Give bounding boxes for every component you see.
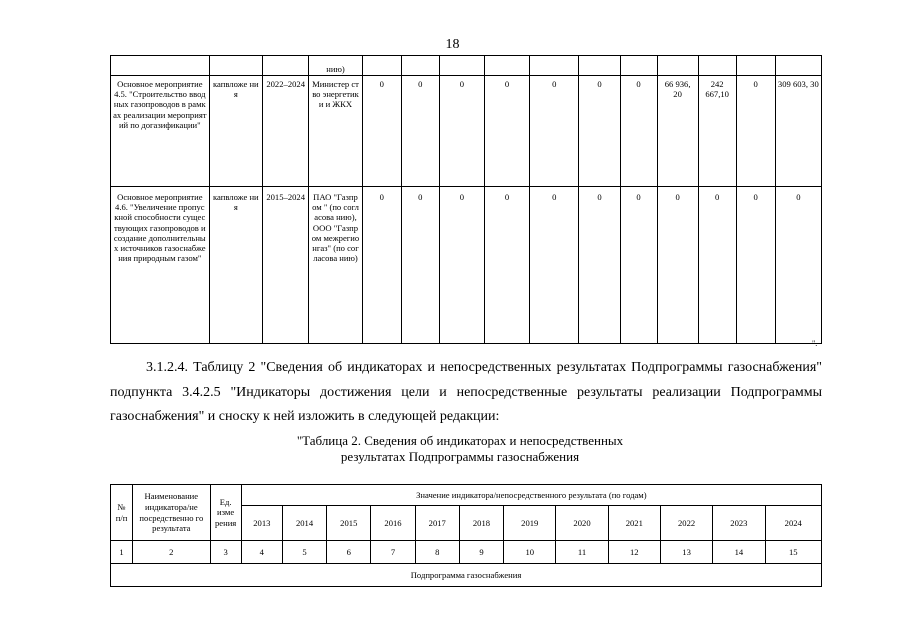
column-number: 4 xyxy=(241,541,282,564)
year-header: 2020 xyxy=(556,506,608,541)
year-header: 2019 xyxy=(504,506,556,541)
table-cell: капвложе ния xyxy=(209,76,262,187)
column-number: 14 xyxy=(713,541,765,564)
column-number: 10 xyxy=(504,541,556,564)
table-cell: 0 xyxy=(579,187,620,344)
table-cell: 0 xyxy=(484,187,529,344)
column-number: 6 xyxy=(327,541,371,564)
table-cell: ПАО "Газпром " (по согласова нию), ООО "Газпром межрегио нгаз" (по согласова нию) xyxy=(309,187,362,344)
table-cell xyxy=(775,56,821,76)
activities-table xyxy=(110,55,822,344)
table-cell xyxy=(401,56,439,76)
table-cell: 0 xyxy=(439,76,484,187)
col-unit-header: Ед. изме рения xyxy=(210,485,241,541)
column-number: 9 xyxy=(459,541,503,564)
table-cell: Основное мероприятие 4.6. "Увеличение пропускной способности существующих газопроводов и создание дополнительных источников газоснабжения природным газом" xyxy=(111,187,210,344)
table-cell: 2022–2024 xyxy=(263,76,309,187)
table-cell: 0 xyxy=(362,76,401,187)
table2-caption-line2: результатах Подпрограммы газоснабжения xyxy=(340,449,580,464)
table-cell: 0 xyxy=(698,187,736,344)
table-cell: Министер ство энергетик и и ЖКХ xyxy=(309,76,362,187)
table-cell xyxy=(579,56,620,76)
table-cell: 0 xyxy=(620,187,657,344)
column-number: 13 xyxy=(660,541,712,564)
table-cell: 0 xyxy=(736,76,775,187)
section-title-row: Подпрограмма газоснабжения xyxy=(111,564,822,587)
table-cell xyxy=(736,56,775,76)
table-cell: нию) xyxy=(309,56,362,76)
year-header: 2021 xyxy=(608,506,660,541)
table-cell xyxy=(620,56,657,76)
table2-caption xyxy=(200,433,720,465)
closing-quote-mark: ". xyxy=(812,339,818,348)
year-header: 2017 xyxy=(415,506,459,541)
column-number: 1 xyxy=(111,541,133,564)
year-header: 2018 xyxy=(459,506,503,541)
table-row xyxy=(111,56,822,76)
table-row xyxy=(111,76,822,187)
table-cell: 0 xyxy=(530,76,579,187)
column-number: 2 xyxy=(133,541,210,564)
table2-caption-line1: "Таблица 2. Сведения об индикаторах и непосредственных xyxy=(296,433,624,448)
table-cell: 0 xyxy=(439,187,484,344)
table-cell: 0 xyxy=(401,76,439,187)
column-number: 11 xyxy=(556,541,608,564)
table-cell xyxy=(698,56,736,76)
col-values-header: Значение индикатора/непосредственного результата (по годам) xyxy=(241,485,821,506)
year-header: 2024 xyxy=(765,506,822,541)
table-cell xyxy=(484,56,529,76)
table-cell: 2015–2024 xyxy=(263,187,309,344)
amendment-paragraph: 3.1.2.4. Таблицу 2 "Сведения об индикаторах и непосредственных результатах Подпрограммы газоснабжения" подпункта 3.4.2.5 "Индикаторы достижения цели и непосредственные результаты реализации Подпрограммы газоснабжения" и сноску к ней изложить в следующей редакции: xyxy=(110,360,822,424)
table-cell: 309 603, 30 xyxy=(775,76,821,187)
table-cell: 0 xyxy=(620,76,657,187)
table-cell: 0 xyxy=(579,76,620,187)
table-cell: 0 xyxy=(736,187,775,344)
table-cell xyxy=(530,56,579,76)
year-header: 2023 xyxy=(713,506,765,541)
column-number: 12 xyxy=(608,541,660,564)
year-header: 2016 xyxy=(371,506,415,541)
page-number: 18 xyxy=(445,37,460,52)
column-number: 7 xyxy=(371,541,415,564)
table-cell xyxy=(111,56,210,76)
table-cell: 0 xyxy=(775,187,821,344)
table-cell: 0 xyxy=(530,187,579,344)
indicators-table xyxy=(110,484,822,587)
table-cell: Основное мероприятие 4.5. "Строительство вводных газопроводов в рамках реализации мероприятий по догазификации" xyxy=(111,76,210,187)
column-number: 5 xyxy=(282,541,326,564)
table-cell xyxy=(362,56,401,76)
col-name-header: Наименование индикатора/не посредственно го результата xyxy=(133,485,210,541)
table-cell xyxy=(439,56,484,76)
column-number: 15 xyxy=(765,541,822,564)
table-cell xyxy=(657,56,698,76)
table-cell: 242 667,10 xyxy=(698,76,736,187)
table-cell: 0 xyxy=(657,187,698,344)
table-row xyxy=(111,187,822,344)
table-cell: 0 xyxy=(484,76,529,187)
table-cell xyxy=(209,56,262,76)
table-cell: 66 936, 20 xyxy=(657,76,698,187)
table-cell: 0 xyxy=(401,187,439,344)
column-number: 3 xyxy=(210,541,241,564)
year-header: 2014 xyxy=(282,506,326,541)
year-header: 2015 xyxy=(327,506,371,541)
year-header: 2013 xyxy=(241,506,282,541)
column-number: 8 xyxy=(415,541,459,564)
table-cell: 0 xyxy=(362,187,401,344)
year-header: 2022 xyxy=(660,506,712,541)
table-cell: капвложе ния xyxy=(209,187,262,344)
col-no-header: № п/п xyxy=(111,485,133,541)
table-cell xyxy=(263,56,309,76)
